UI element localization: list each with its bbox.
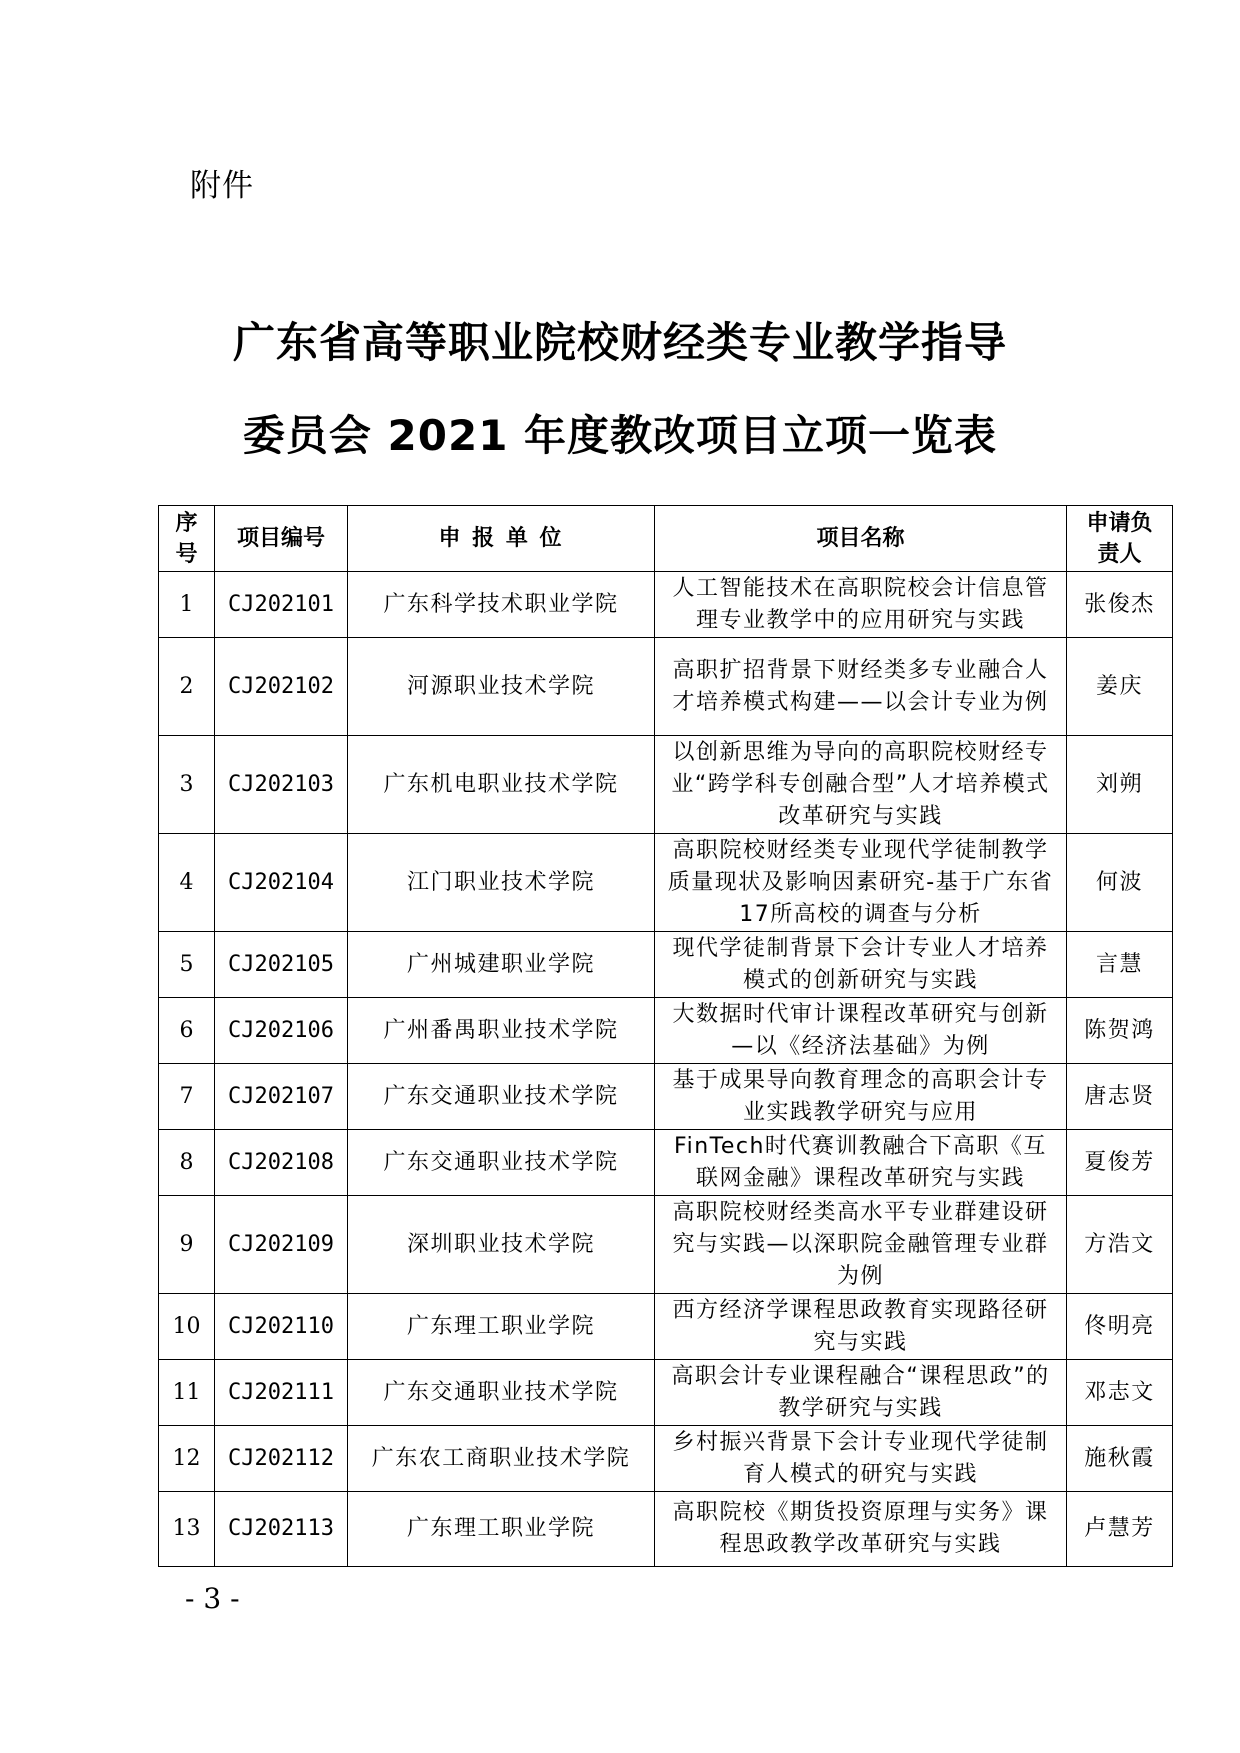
row-responsible-person: 邓志文 (1067, 1360, 1173, 1426)
row-seq: 8 (159, 1130, 215, 1196)
row-project-name: 高职会计专业课程融合“课程思政”的教学研究与实践 (655, 1360, 1067, 1426)
row-seq: 11 (159, 1360, 215, 1426)
table-row (159, 736, 1173, 834)
row-project-code: CJ202108 (215, 1130, 348, 1196)
row-project-code: CJ202112 (215, 1426, 348, 1492)
row-seq: 5 (159, 932, 215, 998)
row-applicant-unit: 广东科学技术职业学院 (348, 572, 655, 638)
row-project-code: CJ202105 (215, 932, 348, 998)
row-project-code: CJ202107 (215, 1064, 348, 1130)
attachment-label: 附件 (190, 168, 254, 204)
table-row (159, 1492, 1173, 1567)
table-row (159, 1130, 1173, 1196)
row-project-code: CJ202102 (215, 638, 348, 736)
row-applicant-unit: 江门职业技术学院 (348, 834, 655, 932)
row-seq: 7 (159, 1064, 215, 1130)
row-responsible-person: 方浩文 (1067, 1196, 1173, 1294)
page-number: - 3 - (185, 1582, 240, 1615)
row-project-name: 高职扩招背景下财经类多专业融合人才培养模式构建——以会计专业为例 (655, 638, 1067, 736)
row-seq: 6 (159, 998, 215, 1064)
row-responsible-person: 张俊杰 (1067, 572, 1173, 638)
row-project-code: CJ202106 (215, 998, 348, 1064)
row-project-name: 以创新思维为导向的高职院校财经专业“跨学科专创融合型”人才培养模式改革研究与实践 (655, 736, 1067, 834)
table-row (159, 998, 1173, 1064)
row-project-name: 高职院校财经类高水平专业群建设研究与实践—以深职院金融管理专业群为例 (655, 1196, 1067, 1294)
header-code: 项目编号 (215, 506, 348, 572)
document-title-line1: 广东省高等职业院校财经类专业教学指导 (232, 318, 1007, 367)
table-row (159, 1196, 1173, 1294)
row-project-name: 基于成果导向教育理念的高职会计专业实践教学研究与应用 (655, 1064, 1067, 1130)
row-project-code: CJ202111 (215, 1360, 348, 1426)
header-person: 申请负责人 (1067, 506, 1173, 572)
table-row (159, 1426, 1173, 1492)
row-seq: 3 (159, 736, 215, 834)
row-responsible-person: 言慧 (1067, 932, 1173, 998)
row-applicant-unit: 广州城建职业学院 (348, 932, 655, 998)
row-seq: 2 (159, 638, 215, 736)
row-applicant-unit: 广东农工商职业技术学院 (348, 1426, 655, 1492)
table-row (159, 572, 1173, 638)
row-project-name: 乡村振兴背景下会计专业现代学徒制育人模式的研究与实践 (655, 1426, 1067, 1492)
row-seq: 12 (159, 1426, 215, 1492)
row-responsible-person: 陈贺鸿 (1067, 998, 1173, 1064)
row-responsible-person: 何波 (1067, 834, 1173, 932)
row-applicant-unit: 广东机电职业技术学院 (348, 736, 655, 834)
row-seq: 1 (159, 572, 215, 638)
row-project-name: 人工智能技术在高职院校会计信息管理专业教学中的应用研究与实践 (655, 572, 1067, 638)
row-seq: 9 (159, 1196, 215, 1294)
header-seq: 序号 (159, 506, 215, 572)
row-project-name: 现代学徒制背景下会计专业人才培养模式的创新研究与实践 (655, 932, 1067, 998)
row-seq: 10 (159, 1294, 215, 1360)
row-project-name: 高职院校财经类专业现代学徒制教学质量现状及影响因素研究-基于广东省17所高校的调查与分析 (655, 834, 1067, 932)
row-applicant-unit: 广州番禺职业技术学院 (348, 998, 655, 1064)
row-applicant-unit: 广东交通职业技术学院 (348, 1130, 655, 1196)
row-project-code: CJ202109 (215, 1196, 348, 1294)
row-project-code: CJ202101 (215, 572, 348, 638)
row-responsible-person: 施秋霞 (1067, 1426, 1173, 1492)
row-applicant-unit: 广东理工职业学院 (348, 1294, 655, 1360)
row-seq: 4 (159, 834, 215, 932)
document-title-line2: 委员会 2021 年度教改项目立项一览表 (242, 411, 998, 460)
row-responsible-person: 卢慧芳 (1067, 1492, 1173, 1567)
row-project-name: 大数据时代审计课程改革研究与创新—以《经济法基础》为例 (655, 998, 1067, 1064)
table-row (159, 932, 1173, 998)
table-row (159, 1294, 1173, 1360)
row-project-name: 高职院校《期货投资原理与实务》课程思政教学改革研究与实践 (655, 1492, 1067, 1567)
row-project-name: FinTech时代赛训教融合下高职《互联网金融》课程改革研究与实践 (655, 1130, 1067, 1196)
row-applicant-unit: 广东理工职业学院 (348, 1492, 655, 1567)
header-unit: 申 报 单 位 (348, 506, 655, 572)
row-project-code: CJ202113 (215, 1492, 348, 1567)
row-responsible-person: 佟明亮 (1067, 1294, 1173, 1360)
row-responsible-person: 唐志贤 (1067, 1064, 1173, 1130)
row-project-code: CJ202110 (215, 1294, 348, 1360)
row-responsible-person: 姜庆 (1067, 638, 1173, 736)
row-applicant-unit: 广东交通职业技术学院 (348, 1360, 655, 1426)
row-applicant-unit: 广东交通职业技术学院 (348, 1064, 655, 1130)
row-seq: 13 (159, 1492, 215, 1567)
row-responsible-person: 夏俊芳 (1067, 1130, 1173, 1196)
table-row (159, 638, 1173, 736)
row-applicant-unit: 河源职业技术学院 (348, 638, 655, 736)
table-row (159, 1360, 1173, 1426)
row-project-code: CJ202103 (215, 736, 348, 834)
row-project-code: CJ202104 (215, 834, 348, 932)
row-applicant-unit: 深圳职业技术学院 (348, 1196, 655, 1294)
row-project-name: 西方经济学课程思政教育实现路径研究与实践 (655, 1294, 1067, 1360)
table-row (159, 1064, 1173, 1130)
project-table (158, 505, 1173, 1567)
table-header-row (159, 506, 1173, 572)
header-name: 项目名称 (655, 506, 1067, 572)
row-responsible-person: 刘朔 (1067, 736, 1173, 834)
table-row (159, 834, 1173, 932)
